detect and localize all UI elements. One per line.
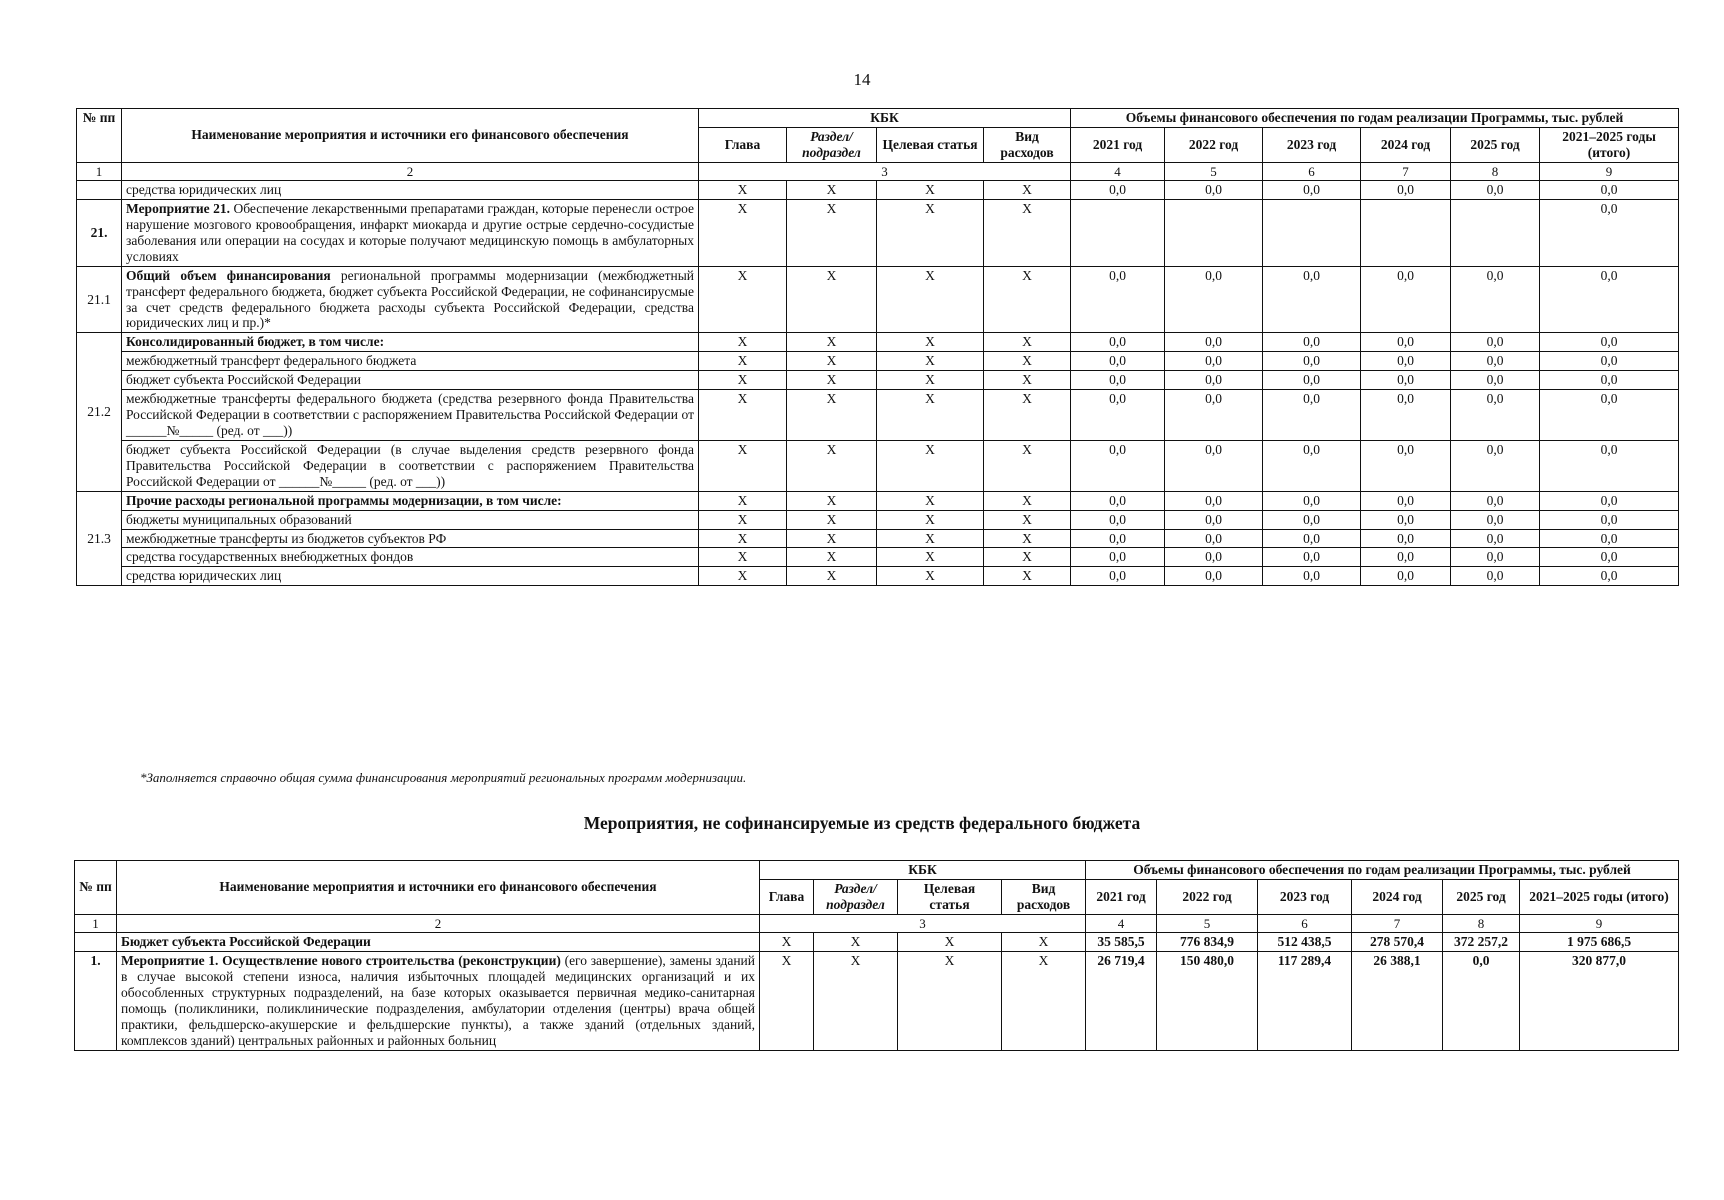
row-number: 1. (75, 952, 117, 1051)
financing-table-2 (74, 860, 1679, 1051)
table-row: средства юридических лиц X X X X 0,0 0,0 0,0 0,0 0,0 0,0 (77, 181, 1679, 200)
col-celevaya-header: Целевая статья (877, 127, 984, 162)
header-row-1 (75, 861, 1679, 880)
footnote: *Заполняется справочно общая сумма финансирования мероприятий региональных программ модернизации. (140, 770, 747, 785)
row-number: 21.3 (77, 491, 122, 586)
row-name: бюджет субъекта Российской Федерации (122, 371, 699, 390)
row-name: средства юридических лиц (122, 567, 699, 586)
col-glava-header: Глава (699, 127, 787, 162)
row-number: 21.1 (77, 266, 122, 333)
col-celevaya-header: Целевая статья (898, 879, 1002, 914)
row-name: Мероприятие 21. Обеспечение лекарственными препаратами граждан, которые перенесли острое нарушение мозгового кровообращения, инфаркт миокарда и другие острые сердечно-сосудистые заболевания или операции на сосудах и которые получают медицинскую помощь в амбулаторных условиях (122, 200, 699, 267)
col-vid-header: Вид расходов (984, 127, 1071, 162)
col-2022-header: 2022 год (1165, 127, 1263, 162)
col-2022-header: 2022 год (1157, 879, 1258, 914)
row-number: 21.2 (77, 333, 122, 491)
row-name: межбюджетный трансферт федерального бюджета (122, 352, 699, 371)
col-volumes-header: Объемы финансового обеспечения по годам реализации Программы, тыс. рублей (1086, 861, 1679, 880)
table-row: Бюджет субъекта Российской Федерации X X X X 35 585,5 776 834,9 512 438,5 278 570,4 372 257,2 1 975 686,5 (75, 933, 1679, 952)
col-glava-header: Глава (760, 879, 814, 914)
row-name: Консолидированный бюджет, в том числе: (122, 333, 699, 352)
col-vid-header: Вид расходов (1002, 879, 1086, 914)
table-row: 21.3 Прочие расходы региональной программы модернизации, в том числе: X X X X 0,0 0,0 0,0 0,0 0,0 0,0 (77, 491, 1679, 510)
table-row: 21.2 Консолидированный бюджет, в том числе: X X X X 0,0 0,0 0,0 0,0 0,0 0,0 (77, 333, 1679, 352)
financing-table-1 (76, 108, 1679, 586)
col-volumes-header: Объемы финансового обеспечения по годам реализации Программы, тыс. рублей (1071, 109, 1679, 128)
table-row: межбюджетные трансферты из бюджетов субъектов РФ X X X X 0,0 0,0 0,0 0,0 0,0 0,0 (77, 529, 1679, 548)
table-row: бюджеты муниципальных образований X X X X 0,0 0,0 0,0 0,0 0,0 0,0 (77, 510, 1679, 529)
header-row-1 (77, 109, 1679, 128)
table-row: межбюджетный трансферт федерального бюджета X X X X 0,0 0,0 0,0 0,0 0,0 0,0 (77, 352, 1679, 371)
col-2021-header: 2021 год (1071, 127, 1165, 162)
col-2023-header: 2023 год (1258, 879, 1352, 914)
row-name: средства государственных внебюджетных фондов (122, 548, 699, 567)
table-row: 21. Мероприятие 21. Обеспечение лекарственными препаратами граждан, которые перенесли острое нарушение мозгового кровообращения, инфаркт миокарда и другие острые сердечно-сосудистые заболевания или операции на сосудах и которые получают медицинскую помощь в амбулаторных условиях X X X X 0,0 (77, 200, 1679, 267)
col-total-header: 2021–2025 годы (итого) (1520, 879, 1679, 914)
col-2025-header: 2025 год (1443, 879, 1520, 914)
row-name: средства юридических лиц (122, 181, 699, 200)
index-row: 1 2 3 4 5 6 7 8 9 (75, 914, 1679, 932)
table-row: средства государственных внебюджетных фондов X X X X 0,0 0,0 0,0 0,0 0,0 0,0 (77, 548, 1679, 567)
row-name: бюджеты муниципальных образований (122, 510, 699, 529)
col-num-header: № пп (77, 109, 122, 163)
col-2023-header: 2023 год (1263, 127, 1361, 162)
col-2024-header: 2024 год (1361, 127, 1451, 162)
col-name-header: Наименование мероприятия и источники его финансового обеспечения (122, 109, 699, 163)
col-2025-header: 2025 год (1451, 127, 1540, 162)
row-name: межбюджетные трансферты из бюджетов субъектов РФ (122, 529, 699, 548)
col-num-header: № пп (75, 861, 117, 915)
col-razdel-header: Раздел/ подраздел (814, 879, 898, 914)
col-kbk-header: КБК (760, 861, 1086, 880)
table-row: бюджет субъекта Российской Федерации (в случае выделения средств резервного фонда Правительства Российской Федерации в соответствии с распоряжением Правительства Российской Федерации от ______№_____ (ред. от ___)) X X X X 0,0 0,0 0,0 0,0 0,0 0,0 (77, 440, 1679, 491)
index-row: 1 2 3 4 5 6 7 8 9 (77, 162, 1679, 180)
col-name-header: Наименование мероприятия и источники его финансового обеспечения (117, 861, 760, 915)
row-name: бюджет субъекта Российской Федерации (в случае выделения средств резервного фонда Правительства Российской Федерации в соответствии с распоряжением Правительства Российской Федерации от ______№_____ (ред. от ___)) (122, 440, 699, 491)
table-row: 1. Мероприятие 1. Осуществление нового строительства (реконструкции) (его завершение), замены зданий в случае высокой степени износа, наличия избыточных площадей медицинских организаций и их обособленных структурных подразделений, на базе которых оказывается первичная медико-санитарная помощь (поликлиники, поликлинические подразделения, амбулатории отделения (центры) врача общей практики, фельдшерско-акушерские и фельдшерские пункты), а также зданий (отдельных зданий, комплексов зданий) центральных районных и районных больниц X X X X 26 719,4 150 480,0 117 289,4 26 388,1 0,0 320 877,0 (75, 952, 1679, 1051)
table-row: бюджет субъекта Российской Федерации X X X X 0,0 0,0 0,0 0,0 0,0 0,0 (77, 371, 1679, 390)
row-name: Прочие расходы региональной программы модернизации, в том числе: (122, 491, 699, 510)
table-row: средства юридических лиц X X X X 0,0 0,0 0,0 0,0 0,0 0,0 (77, 567, 1679, 586)
row-name: Бюджет субъекта Российской Федерации (117, 933, 760, 952)
section-title: Мероприятия, не софинансируемые из средств федерального бюджета (583, 813, 1141, 833)
row-name: Общий объем финансирования региональной программы модернизации (межбюджетный трансферт федерального бюджета, бюджет субъекта Российской Федерации, не софинансирусмые за счет средств федерального бюджета расходы субъекта Российской Федерации, средства юридических лиц и пр.)* (122, 266, 699, 333)
page-number: 14 (853, 70, 871, 89)
col-kbk-header: КБК (699, 109, 1071, 128)
table-row: межбюджетные трансферты федерального бюджета (средства резервного фонда Правительства Российской Федерации в соответствии с распоряжением Правительства Российской Федерации от ______№_____ (ред. от ___)) X X X X 0,0 0,0 0,0 0,0 0,0 0,0 (77, 390, 1679, 441)
row-number: 21. (77, 200, 122, 267)
row-name: Мероприятие 1. Осуществление нового строительства (реконструкции) (его завершение), замены зданий в случае высокой степени износа, наличия избыточных площадей медицинских организаций и их обособленных структурных подразделений, на базе которых оказывается первичная медико-санитарная помощь (поликлиники, поликлинические подразделения, амбулатории отделения (центры) врача общей практики, фельдшерско-акушерские и фельдшерские пункты), а также зданий (отдельных зданий, комплексов зданий) центральных районных и районных больниц (117, 952, 760, 1051)
col-total-header: 2021–2025 годы (итого) (1540, 127, 1679, 162)
col-razdel-header: Раздел/ подраздел (787, 127, 877, 162)
col-2024-header: 2024 год (1352, 879, 1443, 914)
row-name: межбюджетные трансферты федерального бюджета (средства резервного фонда Правительства Российской Федерации в соответствии с распоряжением Правительства Российской Федерации от ______№_____ (ред. от ___)) (122, 390, 699, 441)
table-row: 21.1 Общий объем финансирования региональной программы модернизации (межбюджетный трансферт федерального бюджета, бюджет субъекта Российской Федерации, не софинансирусмые за счет средств федерального бюджета расходы субъекта Российской Федерации, средства юридических лиц и пр.)* X X X X 0,0 0,0 0,0 0,0 0,0 0,0 (77, 266, 1679, 333)
col-2021-header: 2021 год (1086, 879, 1157, 914)
